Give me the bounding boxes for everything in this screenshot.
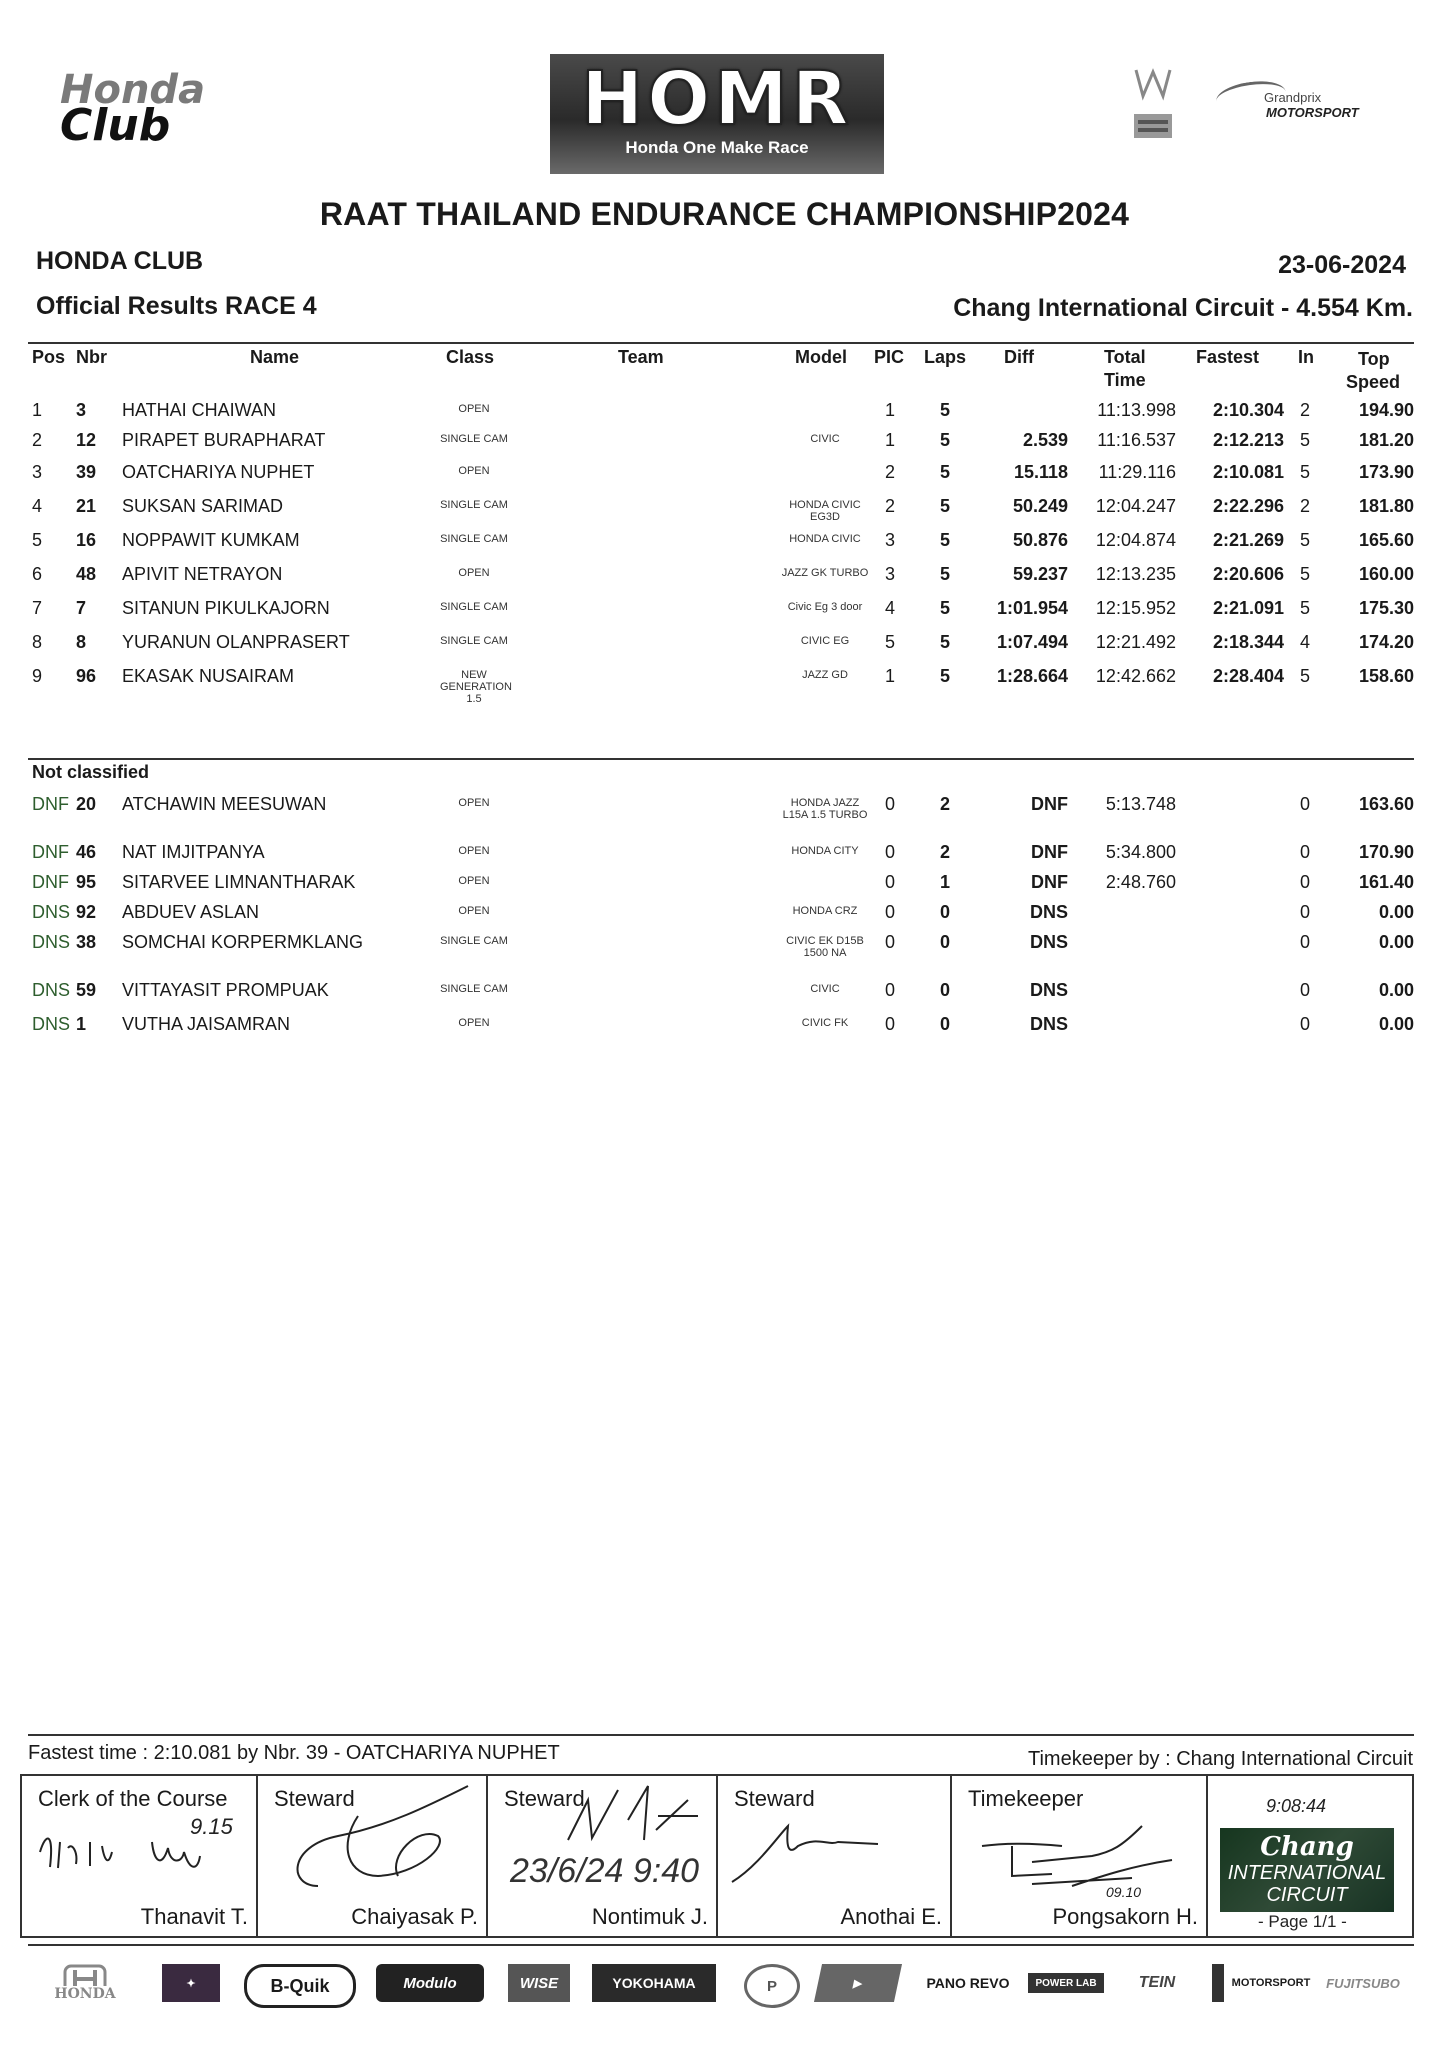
cell-in: 2 (1299, 496, 1310, 516)
cell-model: CIVIC FK (801, 1017, 849, 1029)
chang-logo-line1: Chang (1260, 1832, 1354, 1862)
cell-pos: DNF (32, 842, 69, 862)
cell-fastest: 2:28.404 (1212, 666, 1284, 686)
series-name: HONDA CLUB (36, 247, 204, 275)
sponsor-modulo: Modulo (376, 1964, 484, 2002)
cell-pos: DNS (32, 932, 71, 952)
sig-title: Steward (734, 1786, 815, 1811)
cell-laps: 5 (939, 496, 950, 516)
cell-total: 12:21.492 (1095, 632, 1176, 652)
sig-title: Steward (274, 1786, 355, 1811)
cell-name: ATCHAWIN MEESUWAN (122, 794, 327, 814)
col-team: Team (618, 347, 664, 367)
sig-cell-steward-2 (488, 1776, 718, 1936)
homr-logo-main: HOMR (581, 56, 853, 142)
timekeeper-by-line: Timekeeper by : Chang International Circuit (1028, 1748, 1413, 1770)
sponsor-pano-revo: PANO REVO (926, 1975, 1010, 1991)
cell-name: SUKSAN SARIMAD (122, 496, 284, 516)
cell-nbr: 7 (76, 598, 87, 618)
cell-in: 5 (1299, 598, 1310, 618)
cell-total: 11:16.537 (1097, 430, 1176, 450)
cell-fastest: 2:21.269 (1212, 530, 1284, 550)
cell-in: 5 (1299, 564, 1310, 584)
col-in: In (1298, 347, 1314, 367)
cell-name: PIRAPET BURAPHARAT (122, 430, 326, 450)
cell-total: 5:13.748 (1105, 794, 1176, 814)
cell-laps: 0 (939, 1014, 950, 1034)
cell-name: SITANUN PIKULKAJORN (122, 598, 330, 618)
cell-nbr: 95 (76, 872, 97, 892)
not-classified-rule (28, 758, 1414, 760)
header-rule (28, 342, 1414, 344)
cell-pos: DNF (32, 872, 69, 892)
grandprix-motorsport-logo (1216, 90, 1376, 120)
cell-class: OPEN (458, 905, 490, 917)
cell-in: 5 (1299, 430, 1310, 450)
cell-class: OPEN (458, 797, 490, 809)
sig-name: Nontimuk J. (591, 1904, 708, 1929)
cell-total: 12:04.247 (1095, 496, 1176, 516)
col-laps: Laps (924, 347, 967, 367)
cell-pic: 5 (884, 632, 895, 652)
cell-nbr: 20 (76, 794, 97, 814)
cell-name: YURANUN OLANPRASERT (122, 632, 350, 652)
cell-model: HONDA CRZ (792, 905, 858, 917)
not-classified-label: Not classified (32, 762, 150, 782)
grandprix-logo-line1: Grandprix (1264, 90, 1322, 105)
cell-name: OATCHARIYA NUPHET (122, 462, 315, 482)
cell-pic: 0 (884, 842, 895, 862)
cell-name: ABDUEV ASLAN (122, 902, 260, 922)
cell-laps: 0 (939, 980, 950, 1000)
cell-model: HONDA CITY (791, 845, 859, 857)
chang-circuit-logo (1220, 1828, 1394, 1912)
cell-pos: 2 (32, 430, 43, 450)
cell-laps: 5 (939, 564, 950, 584)
cell-pos: DNS (32, 980, 71, 1000)
cell-pos: DNS (32, 902, 71, 922)
cell-diff: 59.237 (1012, 564, 1068, 584)
cell-diff: DNF (1031, 872, 1068, 892)
signature-steward-3-icon (728, 1816, 928, 1886)
fastest-time-line: Fastest time : 2:10.081 by Nbr. 39 - OATCHARIYA NUPHET (28, 1742, 560, 1764)
cell-pos: 8 (32, 632, 43, 652)
signature-steward-1-icon (278, 1776, 478, 1906)
cell-class: SINGLE CAM (440, 935, 508, 947)
cell-pic: 0 (884, 1014, 895, 1034)
cell-nbr: 1 (76, 1014, 87, 1034)
sig-title: Steward (504, 1786, 585, 1811)
cell-total: 2:48.760 (1105, 872, 1176, 892)
sponsor-round-logo-icon: P (744, 1964, 800, 2008)
sponsor-bquik: B-Quik (244, 1964, 356, 2008)
col-total-2: Time (1104, 370, 1146, 390)
cell-pic: 0 (884, 932, 895, 952)
circuit-name: Chang International Circuit - 4.554 Km. (953, 294, 1413, 322)
col-fastest: Fastest (1196, 347, 1260, 367)
sig-name: Pongsakorn H. (1052, 1904, 1198, 1929)
cell-class: SINGLE CAM (440, 499, 508, 511)
honda-club-logo (60, 67, 210, 151)
sig-name: Anothai E. (840, 1904, 942, 1929)
sig-note: 23/6/24 9:40 (510, 1852, 700, 1890)
cell-top: 165.60 (1358, 530, 1414, 550)
cell-in: 0 (1299, 902, 1310, 922)
sig-name: Chaiyasak P. (351, 1904, 478, 1929)
cell-diff: 1:01.954 (996, 598, 1068, 618)
cell-class: SINGLE CAM (440, 533, 508, 545)
cell-class: SINGLE CAM (440, 433, 508, 445)
cell-in: 0 (1299, 872, 1310, 892)
cell-pos: DNS (32, 1014, 71, 1034)
cell-diff: DNS (1029, 980, 1068, 1000)
cell-diff: 1:28.664 (996, 666, 1068, 686)
cell-nbr: 96 (76, 666, 97, 686)
cell-fastest: 2:10.304 (1212, 400, 1284, 420)
cell-name: EKASAK NUSAIRAM (122, 666, 295, 686)
cell-laps: 5 (939, 666, 950, 686)
sig-cell-steward-1 (258, 1776, 488, 1936)
cell-name: APIVIT NETRAYON (122, 564, 283, 584)
cell-total: 5:34.800 (1105, 842, 1176, 862)
cell-class: OPEN (458, 403, 490, 415)
cell-class: OPEN (458, 465, 490, 477)
cell-in: 5 (1299, 530, 1310, 550)
cell-nbr: 92 (76, 902, 97, 922)
cell-nbr: 8 (76, 632, 87, 652)
cell-class: NEW GENERATION 1.5 (440, 669, 512, 705)
cell-fastest: 2:22.296 (1212, 496, 1284, 516)
cell-laps: 2 (939, 842, 950, 862)
sig-name: Thanavit T. (140, 1904, 248, 1929)
document-title: RAAT THAILAND ENDURANCE CHAMPIONSHIP2024 (319, 196, 1130, 232)
cell-model: CIVIC (810, 433, 840, 445)
cell-name: HATHAI CHAIWAN (122, 400, 277, 420)
homr-logo-sub: Honda One Make Race (625, 138, 809, 157)
cell-nbr: 3 (76, 400, 87, 420)
cell-model: CIVIC EG (800, 635, 850, 647)
cell-pic: 0 (884, 872, 895, 892)
cell-pic: 1 (884, 666, 895, 686)
sponsor-tein: TEIN (1138, 1974, 1176, 1991)
cell-name: NOPPAWIT KUMKAM (122, 530, 300, 550)
cell-laps: 2 (939, 794, 950, 814)
cell-top: 163.60 (1358, 794, 1414, 814)
cell-top: 0.00 (1378, 932, 1414, 952)
cell-top: 0.00 (1378, 902, 1414, 922)
cell-top: 181.80 (1358, 496, 1414, 516)
cell-laps: 0 (939, 902, 950, 922)
cell-in: 5 (1299, 666, 1310, 686)
cell-model: HONDA JAZZ L15A 1.5 TURBO (782, 797, 868, 821)
cell-pos: 7 (32, 598, 43, 618)
sig-title: Clerk of the Course (38, 1786, 228, 1811)
cell-name: VITTAYASIT PROMPUAK (122, 980, 329, 1000)
cell-fastest: 2:12.213 (1212, 430, 1284, 450)
cell-in: 0 (1299, 794, 1310, 814)
cell-pic: 2 (884, 496, 895, 516)
cell-fastest: 2:20.606 (1212, 564, 1284, 584)
cell-laps: 5 (939, 598, 950, 618)
sig-cell-timekeeper (952, 1776, 1208, 1936)
cell-model: HONDA CIVIC (789, 533, 861, 545)
cell-pic: 4 (884, 598, 895, 618)
grandprix-logo-line2: MOTORSPORT (1266, 105, 1359, 120)
event-date: 23-06-2024 (1278, 251, 1406, 279)
footer-rule (28, 1734, 1414, 1736)
cell-name: NAT IMJITPANYA (122, 842, 265, 862)
cell-model: JAZZ GK TURBO (781, 567, 869, 579)
cell-diff: 50.876 (1012, 530, 1068, 550)
chang-logo-line3: CIRCUIT (1266, 1884, 1348, 1906)
cell-pos: 6 (32, 564, 43, 584)
cell-total: 12:15.952 (1095, 598, 1176, 618)
cell-top: 158.60 (1358, 666, 1414, 686)
cell-total: 12:13.235 (1095, 564, 1176, 584)
col-total-1: Total (1104, 347, 1146, 367)
cell-fastest: 2:10.081 (1212, 462, 1284, 482)
cell-pos: DNF (32, 794, 69, 814)
sponsor-power-lab: POWER LAB (1028, 1973, 1104, 1993)
cell-nbr: 16 (76, 530, 97, 550)
official-time: 9:08:44 (1266, 1796, 1327, 1816)
cell-pos: 4 (32, 496, 43, 516)
cell-top: 170.90 (1358, 842, 1414, 862)
cell-diff: DNS (1029, 1014, 1068, 1034)
cell-pos: 1 (32, 400, 43, 420)
cell-nbr: 38 (76, 932, 97, 952)
sponsor-wise: WISE (508, 1964, 570, 2002)
cell-pos: 5 (32, 530, 43, 550)
cell-nbr: 48 (76, 564, 97, 584)
cell-top: 161.40 (1358, 872, 1414, 892)
cell-nbr: 46 (76, 842, 97, 862)
sig-cell-steward-3 (718, 1776, 952, 1936)
cell-name: SOMCHAI KORPERMKLANG (122, 932, 364, 952)
cell-diff: DNS (1029, 902, 1068, 922)
cell-class: SINGLE CAM (440, 635, 508, 647)
cell-pic: 1 (884, 400, 895, 420)
cell-fastest: 2:18.344 (1212, 632, 1284, 652)
cell-in: 5 (1299, 462, 1310, 482)
honda-club-logo-line1: Honda (60, 67, 206, 113)
col-nbr: Nbr (76, 347, 107, 367)
sash-emblem-icon (1128, 66, 1178, 152)
sponsor-rule (28, 1944, 1414, 1946)
cell-in: 0 (1299, 980, 1310, 1000)
sig-note: 09.10 (1106, 1884, 1142, 1900)
cell-diff: 15.118 (1013, 462, 1068, 482)
col-pos: Pos (32, 347, 66, 367)
cell-total: 12:42.662 (1095, 666, 1176, 686)
sponsor-honda: HONDA (30, 1964, 140, 2002)
sig-title: Timekeeper (968, 1786, 1084, 1811)
cell-model: CIVIC (810, 983, 840, 995)
session-name: Official Results RACE 4 (36, 292, 317, 320)
cell-in: 2 (1299, 400, 1310, 420)
col-model: Model (795, 347, 847, 367)
cell-nbr: 21 (76, 496, 97, 516)
cell-model: HONDA CIVIC EG3D (789, 499, 861, 523)
cell-nbr: 12 (76, 430, 97, 450)
sig-cell-clerk (22, 1776, 258, 1936)
col-top-1: Top (1358, 349, 1390, 369)
cell-laps: 1 (939, 872, 950, 892)
col-class: Class (446, 347, 495, 367)
cell-diff: 50.249 (1012, 496, 1068, 516)
cell-pos: 3 (32, 462, 43, 482)
cell-pic: 1 (884, 430, 895, 450)
cell-total: 11:13.998 (1097, 400, 1176, 420)
cell-pic: 2 (884, 462, 895, 482)
cell-diff: DNF (1031, 842, 1068, 862)
cell-class: SINGLE CAM (440, 983, 508, 995)
cell-pic: 3 (884, 564, 895, 584)
cell-model: JAZZ GD (802, 669, 848, 681)
cell-class: OPEN (458, 1017, 490, 1029)
cell-laps: 5 (939, 430, 950, 450)
cell-diff: DNF (1031, 794, 1068, 814)
page-number: - Page 1/1 - (1258, 1912, 1347, 1931)
honda-club-logo-line2: Club (60, 100, 171, 151)
sponsor-wing-logo-icon: ▶ (814, 1964, 902, 2002)
cell-class: OPEN (458, 567, 490, 579)
honda-h-icon (63, 1964, 107, 1986)
cell-top: 0.00 (1378, 1014, 1414, 1034)
col-name: Name (250, 347, 300, 367)
sponsor-emblem-icon: ✦ (162, 1964, 220, 2002)
cell-laps: 5 (939, 400, 950, 420)
cell-laps: 5 (939, 632, 950, 652)
cell-total: 11:29.116 (1098, 462, 1176, 482)
sponsor-fujitsubo: FUJITSUBO (1326, 1975, 1400, 1991)
cell-model: Civic Eg 3 door (787, 601, 863, 613)
cell-class: SINGLE CAM (440, 601, 508, 613)
col-diff: Diff (1004, 347, 1034, 367)
cell-top: 175.30 (1358, 598, 1414, 618)
sig-note: 9.15 (190, 1814, 233, 1839)
col-top-2: Speed (1346, 372, 1401, 392)
cell-nbr: 39 (76, 462, 97, 482)
cell-nbr: 59 (76, 980, 97, 1000)
signature-timekeeper-icon (972, 1816, 1192, 1896)
cell-pos: 9 (32, 666, 43, 686)
cell-laps: 5 (939, 530, 950, 550)
cell-pic: 0 (884, 794, 895, 814)
sponsor-hc-motorsport: MOTORSPORT (1212, 1964, 1318, 2002)
cell-diff: 1:07.494 (996, 632, 1068, 652)
cell-fastest: 2:21.091 (1212, 598, 1284, 618)
cell-name: VUTHA JAISAMRAN (122, 1014, 291, 1034)
cell-top: 194.90 (1358, 400, 1414, 420)
cell-pic: 3 (884, 530, 895, 550)
cell-laps: 5 (939, 462, 950, 482)
signature-steward-2-icon (548, 1780, 708, 1850)
cell-diff: 2.539 (1022, 430, 1068, 450)
cell-model: CIVIC EK D15B 1500 NA (786, 935, 864, 959)
cell-top: 174.20 (1358, 632, 1414, 652)
sponsor-yokohama: YOKOHAMA (592, 1964, 716, 2002)
cell-total: 12:04.874 (1095, 530, 1176, 550)
cell-diff: DNS (1029, 932, 1068, 952)
cell-in: 4 (1299, 632, 1310, 652)
signature-box (20, 1774, 1414, 1938)
homr-logo (550, 54, 884, 174)
chang-logo-line2: INTERNATIONAL (1227, 1862, 1387, 1884)
cell-laps: 0 (939, 932, 950, 952)
cell-class: OPEN (458, 875, 490, 887)
cell-top: 173.90 (1358, 462, 1414, 482)
cell-name: SITARVEE LIMNANTHARAK (122, 872, 356, 892)
cell-top: 0.00 (1378, 980, 1414, 1000)
cell-top: 160.00 (1358, 564, 1414, 584)
cell-in: 0 (1299, 932, 1310, 952)
cell-pic: 0 (884, 902, 895, 922)
cell-top: 181.20 (1358, 430, 1414, 450)
cell-class: OPEN (458, 845, 490, 857)
cell-pic: 0 (884, 980, 895, 1000)
col-pic: PIC (874, 347, 905, 367)
signature-clerk-icon (32, 1812, 232, 1882)
cell-in: 0 (1299, 1014, 1310, 1034)
cell-in: 0 (1299, 842, 1310, 862)
